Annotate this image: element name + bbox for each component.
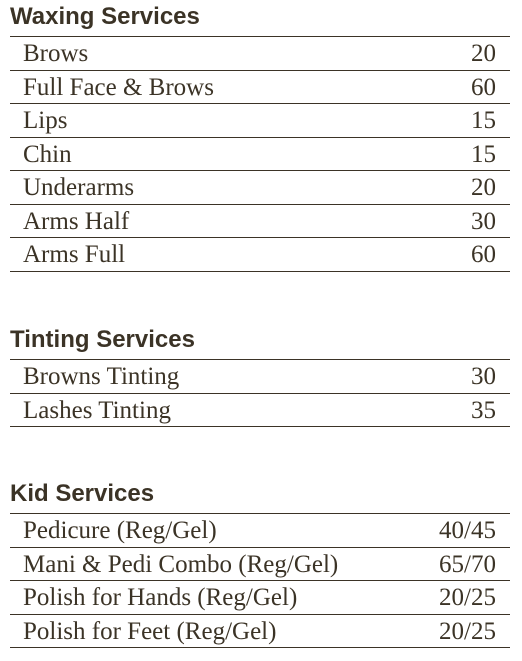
list-item — [10, 394, 510, 428]
service-name: Lashes Tinting — [23, 396, 171, 424]
price-list-waxing — [10, 36, 510, 272]
service-name: Brows — [23, 40, 89, 67]
service-name: Chin — [23, 140, 72, 168]
service-price: 15 — [471, 107, 496, 134]
service-price: 60 — [471, 73, 496, 101]
service-name: Polish for Feet (Reg/Gel) — [23, 617, 277, 645]
list-item — [10, 104, 510, 138]
service-price: 30 — [471, 363, 496, 390]
service-name: Full Face & Brows — [23, 73, 214, 101]
list-item — [10, 37, 510, 71]
service-name: Pedicure (Reg/Gel) — [23, 517, 217, 544]
service-price: 30 — [471, 207, 496, 235]
service-price: 20 — [471, 40, 496, 67]
service-price: 40/45 — [439, 517, 496, 544]
section-title-waxing: Waxing Services — [10, 3, 200, 30]
service-price: 65/70 — [439, 550, 496, 578]
service-price: 35 — [471, 396, 496, 424]
service-price: 20 — [471, 174, 496, 201]
price-list-tinting — [10, 359, 510, 427]
service-name: Lips — [23, 107, 68, 134]
section-title-tinting: Tinting Services — [10, 326, 195, 353]
list-item — [10, 238, 510, 272]
service-name: Arms Full — [23, 241, 126, 268]
service-name: Mani & Pedi Combo (Reg/Gel) — [23, 550, 339, 578]
service-name: Polish for Hands (Reg/Gel) — [23, 584, 298, 611]
service-name: Underarms — [23, 174, 135, 201]
list-item — [10, 581, 510, 615]
list-item — [10, 138, 510, 172]
list-item — [10, 615, 510, 649]
service-price: 20/25 — [439, 617, 496, 645]
list-item — [10, 548, 510, 582]
service-price: 20/25 — [439, 584, 496, 611]
list-item — [10, 514, 510, 548]
service-price: 60 — [471, 241, 496, 268]
price-list-kid — [10, 513, 510, 648]
list-item — [10, 71, 510, 105]
list-item — [10, 205, 510, 239]
section-title-kid: Kid Services — [10, 480, 155, 507]
list-item — [10, 171, 510, 205]
service-name: Browns Tinting — [23, 363, 180, 390]
service-name: Arms Half — [23, 207, 130, 235]
list-item — [10, 360, 510, 394]
service-price: 15 — [471, 140, 496, 168]
